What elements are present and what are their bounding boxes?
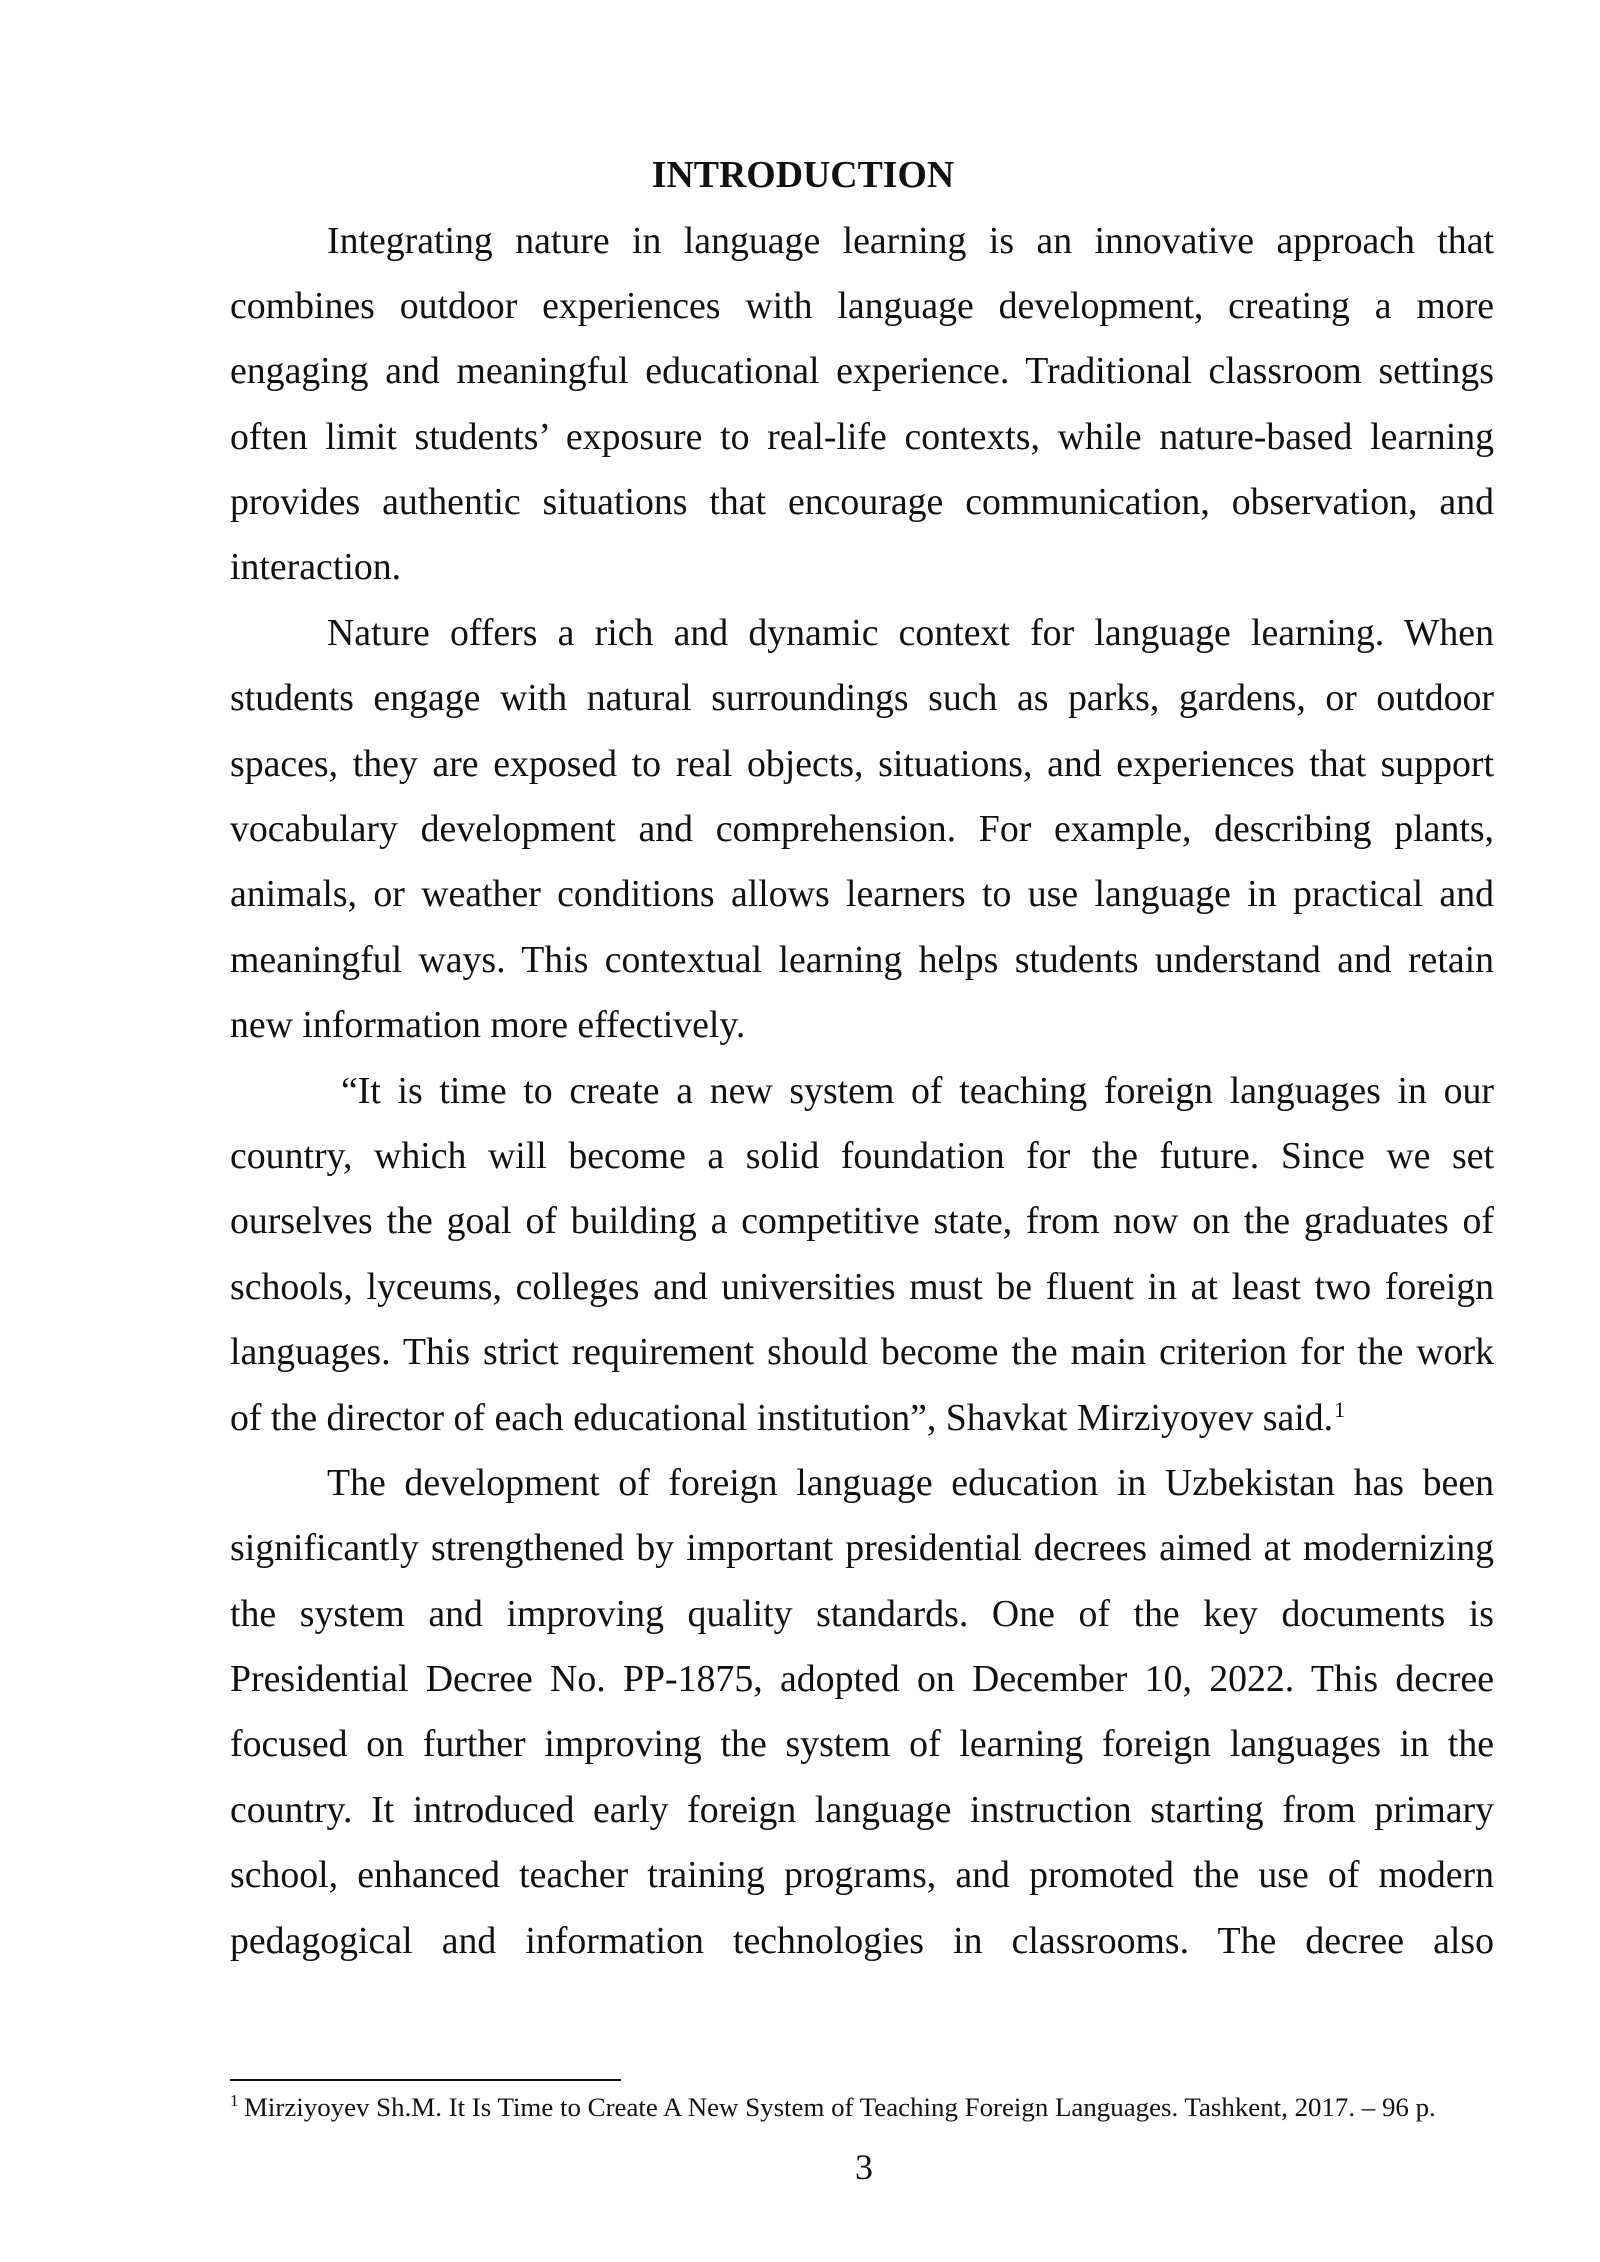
footnote-marker: 1 [230,2091,239,2110]
paragraph-line: Integrating nature in language learning is an innovative approach that [327,219,1494,262]
paragraph-line: spaces, they are exposed to real objects, situations, and experiences that support [230,742,1494,785]
paragraph-line: focused on further improving the system of learning foreign languages in the [230,1723,1494,1766]
paragraph-line: animals, or weather conditions allows learners to use language in practical and [230,873,1494,916]
paragraph-line: engaging and meaningful educational experience. Traditional classroom settings [230,350,1494,393]
paragraph-line: Nature offers a rich and dynamic context for language learning. When [327,611,1494,654]
paragraph-line: vocabulary development and comprehension. For example, describing plants, [230,808,1494,851]
paragraph-line: school, enhanced teacher training programs, and promoted the use of modern [230,1854,1494,1897]
paragraph-line: pedagogical and information technologies in classrooms. The decree also [230,1919,1494,1962]
paragraph-line: provides authentic situations that encourage communication, observation, and [230,481,1494,524]
paragraph-line: The development of foreign language education in Uzbekistan has been [327,1461,1494,1504]
footnote-text: Mirziyoyev Sh.M. It Is Time to Create A New System of Teaching Foreign Languages. Tashkent, 2017. – 96 p. [244,2092,1436,2122]
paragraph [230,601,1494,1059]
paragraph-line [230,1386,1494,1451]
paragraph-line: the system and improving quality standards. One of the key documents is [230,1592,1494,1635]
paragraph-line: ourselves the goal of building a competitive state, from now on the graduates of [230,1200,1494,1243]
page-heading: INTRODUCTION [651,154,955,196]
paragraph [230,1451,1494,1974]
paragraph-line: languages. This strict requirement should become the main criterion for the work [230,1331,1494,1374]
paragraph [230,209,1494,601]
footnote [230,2091,1436,2123]
footnote-reference: 1 [1334,1396,1346,1422]
paragraph-line: country. It introduced early foreign language instruction starting from primary [230,1788,1494,1831]
paragraph-line: schools, lyceums, colleges and universities must be fluent in at least two foreign [230,1265,1494,1308]
paragraph-line: students engage with natural surroundings such as parks, gardens, or outdoor [230,677,1494,720]
footnote-separator [230,2079,621,2081]
paragraph-line: interaction. [230,546,402,589]
paragraph-line: Presidential Decree No. PP-1875, adopted on December 10, 2022. This decree [230,1658,1494,1701]
paragraph-line: significantly strengthened by important presidential decrees aimed at modernizing [230,1527,1494,1570]
paragraph-line: often limit students’ exposure to real-life contexts, while nature-based learning [230,415,1494,458]
paragraph-line: country, which will become a solid foundation for the future. Since we set [230,1134,1494,1177]
paragraph-line: new information more effectively. [230,1004,746,1047]
paragraph-line: meaningful ways. This contextual learning helps students understand and retain [230,938,1494,981]
quote-paragraph [230,1059,1494,1451]
paragraph-line: combines outdoor experiences with language development, creating a more [230,284,1494,327]
page-number: 3 [855,2147,873,2187]
paragraph-line-text: of the director of each educational institution”, Shavkat Mirziyoyev said. [230,1396,1334,1439]
paragraph-line: “It is time to create a new system of teaching foreign languages in our [341,1069,1494,1112]
body-text [230,209,1494,1975]
